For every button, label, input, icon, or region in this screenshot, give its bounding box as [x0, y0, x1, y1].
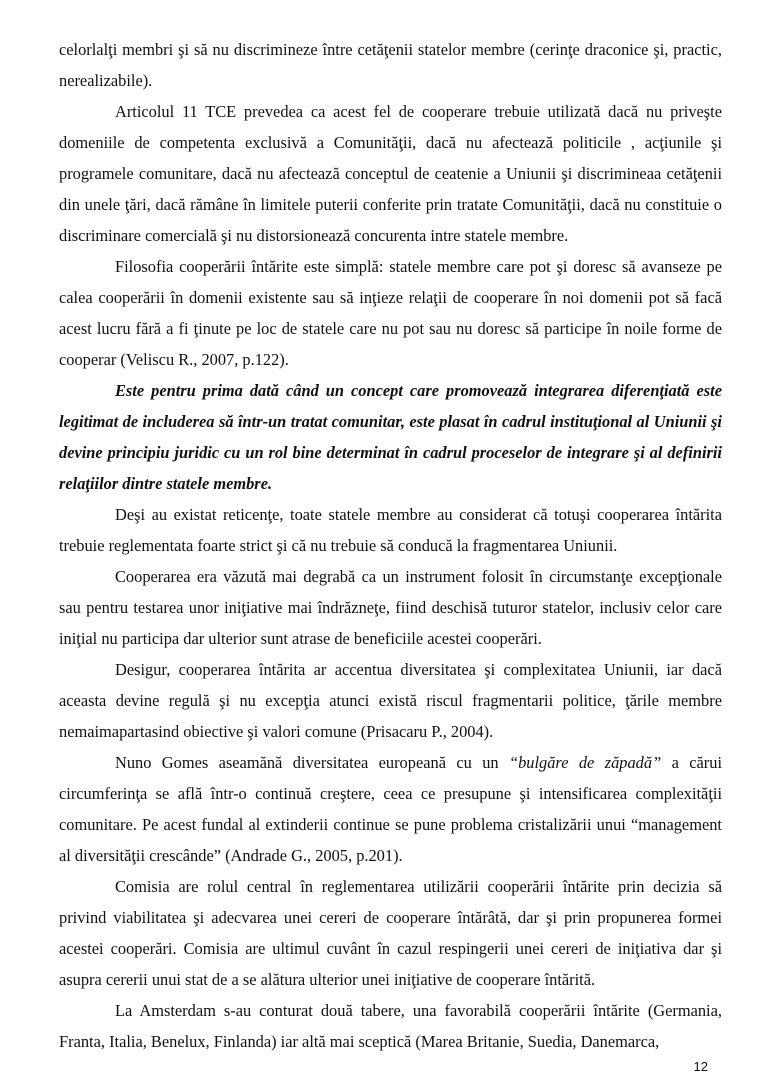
paragraph-gomes-before: Nuno Gomes aseamănă diversitatea europeană cu un	[115, 753, 509, 772]
page-number: 12	[693, 1059, 708, 1074]
paragraph-gomes	[59, 747, 722, 871]
paragraph-article-11: Articolul 11 TCE prevedea ca acest fel de cooperare trebuie utilizată dacă nu priveşte domeniile de competenta exclusivă a Comunităţii, dacă nu afectează politicile , acţiunile şi programele comunitare, dacă nu afectează conceptul de ceatenie a Uniunii şi discrimineaa cetăţenii din unele ţări, dacă rămâne în limitele puterii conferite prin tratate Comunităţii, dacă nu constituie o discriminare comercială şi nu distorsionează concurenta intre statele membre.	[59, 102, 722, 245]
paragraph-amsterdam: La Amsterdam s-au conturat două tabere, una favorabilă cooperării întărite (Germania, Franta, Italia, Benelux, Finlanda) iar altă mai sceptică (Marea Britanie, Suedia, Danemarca,	[59, 1001, 722, 1051]
body-text	[59, 34, 722, 1057]
paragraph-gomes-quote: “bulgăre de zăpadă”	[508, 753, 662, 772]
paragraph-gomes-after: a cărui circumferinţa se află într-o continuă creştere, ceea ce presupune şi intensificarea complexităţii comunitare. Pe acest fundal al extinderii continue se pune problema cristalizării unui “management al diversităţii crescânde” (Andrade G., 2005, p.201).	[59, 753, 723, 865]
paragraph-instrument: Cooperarea era văzută mai degrabă ca un instrument folosit în circumstanţe excepţionale sau pentru testarea unor iniţiative mai îndrăzneţe, fiind deschisă tuturor statelor, inclusiv celor care iniţial nu participa dar ulterior sunt atrase de beneficiile acestei cooperări.	[59, 567, 722, 648]
paragraph-reticence: Deşi au existat reticenţe, toate statele membre au considerat că totuşi cooperarea întărita trebuie reglementata foarte strict şi că nu trebuie să conducă la fragmentarea Uniunii.	[59, 505, 722, 555]
paragraph-diversity: Desigur, cooperarea întărita ar accentua diversitatea şi complexitatea Uniunii, iar dacă aceasta devine regulă şi nu excepţia atunci există riscul fragmentarii politice, ţările membre nemaimapartasind obiective şi valori comune (Prisacaru P., 2004).	[59, 660, 722, 741]
paragraph-commission: Comisia are rolul central în reglementarea utilizării cooperării întărite prin decizia să privind viabilitatea şi adecvarea unei cereri de cooperare întărâtă, dar şi prin propunerea formei acestei cooperări. Comisia are ultimul cuvânt în cazul respingerii unei cereri de iniţiativa dar şi asupra cererii unui stat de a se alătura ulterior unei iniţiative de cooperare întărită.	[59, 877, 722, 989]
paragraph-emphasis: Este pentru prima dată când un concept care promovează integrarea diferenţiată este legitimat de includerea să într-un tratat comunitar, este plasat în cadrul instituţional al Uniunii şi devine principiu juridic cu un rol bine determinat în cadrul proceselor de integrare şi al definirii relaţiilor dintre statele membre.	[59, 381, 722, 493]
paragraph-continuation: celorlalţi membri şi să nu discrimineze între cetăţenii statelor membre (cerinţe draconice şi, practic, nerealizabile).	[59, 40, 722, 90]
paragraph-philosophy: Filosofia cooperării întărite este simplă: statele membre care pot şi doresc să avanseze pe calea cooperării în domenii existente sau să inţieze relaţii de cooperare în noi domenii pot să facă acest lucru fără a fi ţinute pe loc de statele care nu pot sau nu doresc să participe în noile forme de cooperar (Veliscu R., 2007, p.122).	[59, 257, 722, 369]
